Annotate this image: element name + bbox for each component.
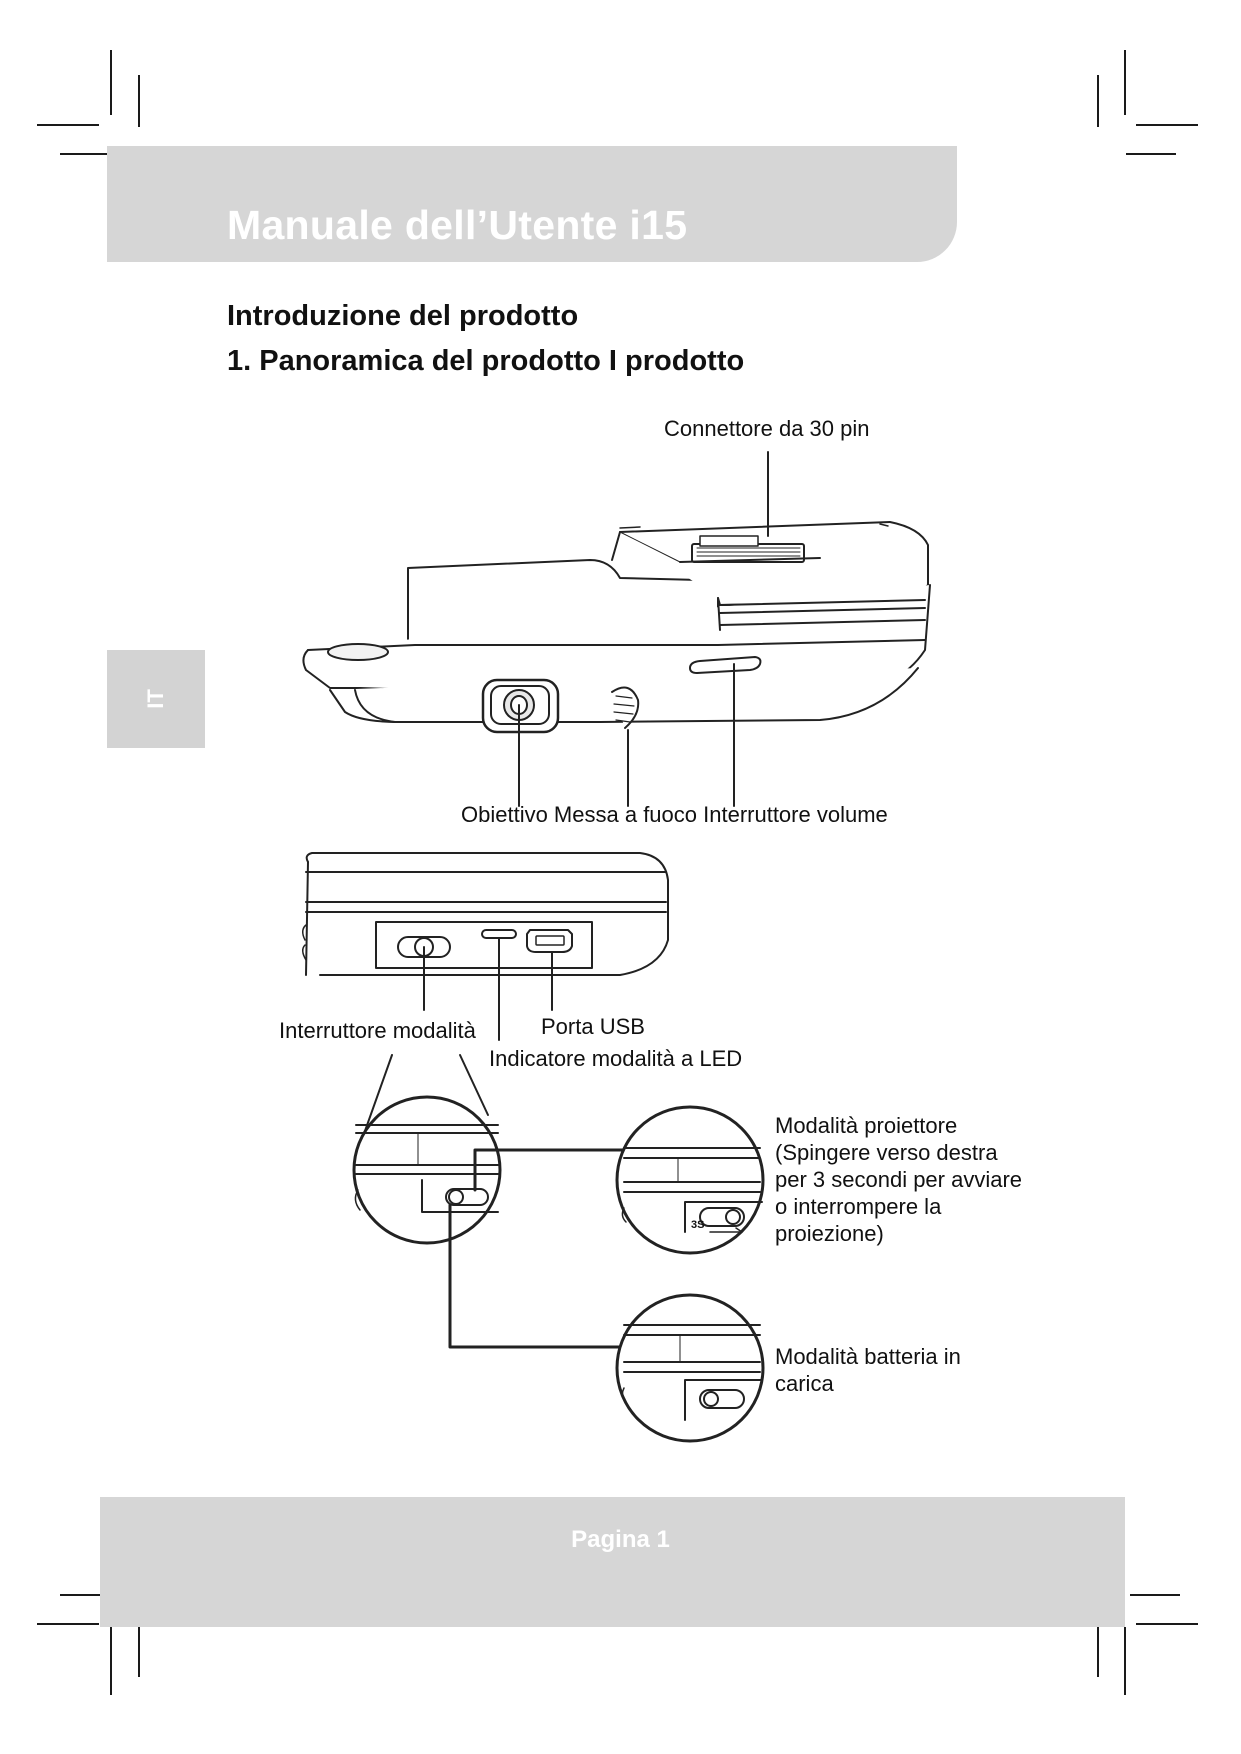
battery-mode-line: Modalità batteria in <box>775 1344 961 1369</box>
zoom-mode-switch <box>354 1097 500 1243</box>
language-tab-label: IT <box>143 689 168 709</box>
label-led-indicator: Indicatore modalità a LED <box>489 1046 743 1071</box>
label-usb-port: Porta USB <box>541 1014 645 1039</box>
label-connector: Connettore da 30 pin <box>664 416 870 441</box>
page-number: Pagina 1 <box>571 1526 670 1553</box>
device-bottom-edge <box>303 853 668 975</box>
projector-mode-line: Modalità proiettore <box>775 1113 958 1138</box>
label-lens-focus-volume: Obiettivo Messa a fuoco Interruttore volume <box>461 802 888 827</box>
page-header-title: Manuale dell’Utente i15 <box>227 202 688 248</box>
projector-mode-line: o interrompere la <box>775 1194 942 1219</box>
label-projector-mode <box>775 1112 1075 1247</box>
zoom-projector-mode <box>617 1107 763 1253</box>
device-top-view <box>303 522 930 732</box>
section-subtitle: 1. Panoramica del prodotto I prodotto <box>227 345 745 377</box>
projector-mode-line: (Spingere verso destra <box>775 1140 998 1165</box>
zoom-battery-mode <box>617 1295 763 1441</box>
label-battery-mode <box>775 1343 1075 1397</box>
projector-mode-line: per 3 secondi per avviare <box>775 1167 1023 1192</box>
footer-band <box>100 1497 1125 1627</box>
label-3s: 3S <box>691 1219 705 1231</box>
projector-mode-line: proiezione) <box>775 1221 884 1246</box>
label-mode-switch: Interruttore modalità <box>279 1018 476 1043</box>
battery-mode-line: carica <box>775 1371 834 1396</box>
section-title: Introduzione del prodotto <box>227 300 579 332</box>
